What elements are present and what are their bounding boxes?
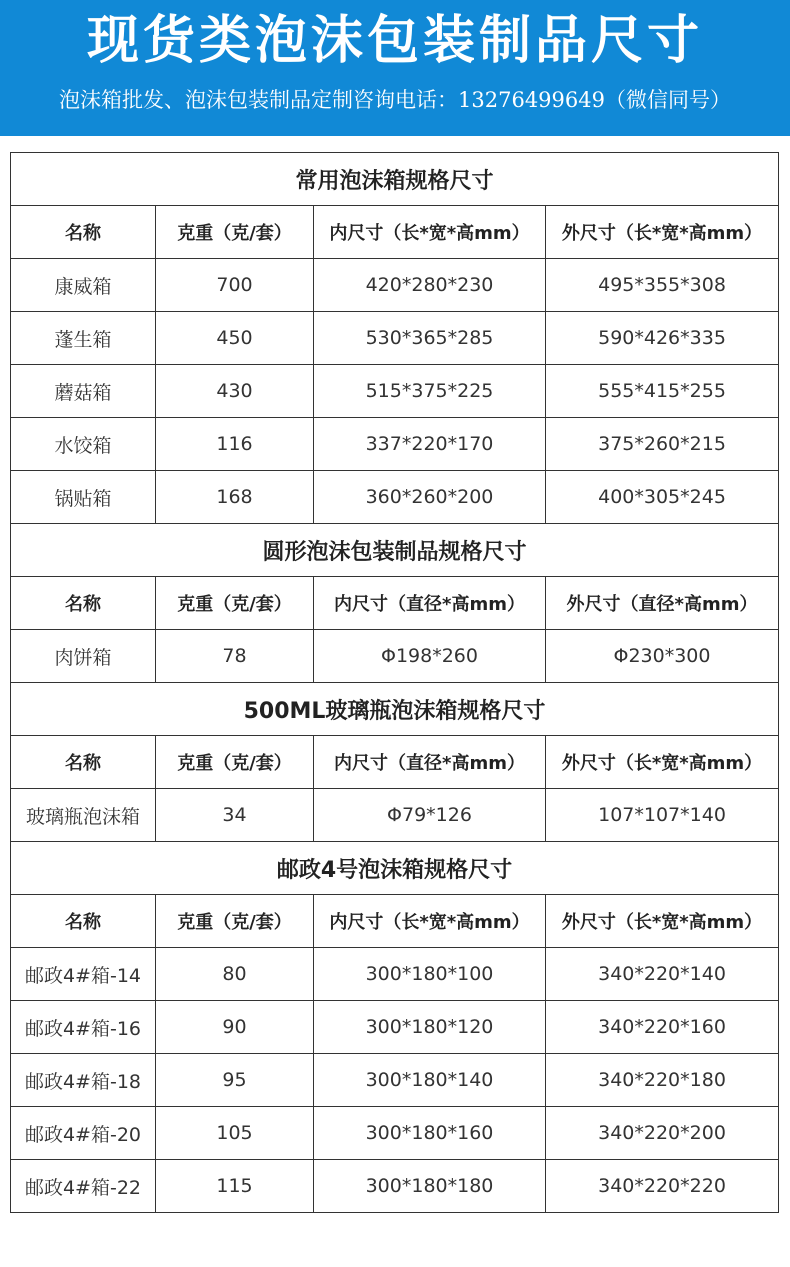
header-inner-size: 内尺寸（长*宽*高mm） [314,895,546,948]
header-weight: 克重（克/套） [156,206,314,259]
table-row [11,948,779,1001]
section-title-row [11,153,779,206]
inner-size-cell: 515*375*225 [314,365,546,418]
section-title: 常用泡沫箱规格尺寸 [11,153,779,206]
inner-size-cell: 300*180*140 [314,1054,546,1107]
inner-size-cell: 337*220*170 [314,418,546,471]
weight-cell: 700 [156,259,314,312]
column-header-row [11,895,779,948]
inner-size-cell: 530*365*285 [314,312,546,365]
outer-size-cell: 340*220*140 [546,948,779,1001]
name-cell: 邮政4#箱-20 [11,1107,156,1160]
header-outer-size: 外尺寸（长*宽*高mm） [546,895,779,948]
table-row [11,312,779,365]
outer-size-cell: 495*355*308 [546,259,779,312]
weight-cell: 116 [156,418,314,471]
spec-table [10,152,779,1213]
inner-size-cell: 300*180*100 [314,948,546,1001]
weight-cell: 168 [156,471,314,524]
name-cell: 玻璃瓶泡沫箱 [11,789,156,842]
weight-cell: 95 [156,1054,314,1107]
outer-size-cell: 375*260*215 [546,418,779,471]
header-name: 名称 [11,895,156,948]
weight-cell: 115 [156,1160,314,1213]
weight-cell: 80 [156,948,314,1001]
section-title: 邮政4号泡沫箱规格尺寸 [11,842,779,895]
table-row [11,1001,779,1054]
header-inner-size: 内尺寸（长*宽*高mm） [314,206,546,259]
header-weight: 克重（克/套） [156,577,314,630]
column-header-row [11,577,779,630]
outer-size-cell: Φ230*300 [546,630,779,683]
inner-size-cell: Φ79*126 [314,789,546,842]
name-cell: 蘑菇箱 [11,365,156,418]
outer-size-cell: 590*426*335 [546,312,779,365]
header-name: 名称 [11,577,156,630]
inner-size-cell: Φ198*260 [314,630,546,683]
column-header-row [11,736,779,789]
table-row [11,789,779,842]
section-title-row [11,524,779,577]
inner-size-cell: 360*260*200 [314,471,546,524]
header-name: 名称 [11,736,156,789]
inner-size-cell: 300*180*180 [314,1160,546,1213]
outer-size-cell: 340*220*180 [546,1054,779,1107]
header-inner-size: 内尺寸（直径*高mm） [314,577,546,630]
inner-size-cell: 300*180*160 [314,1107,546,1160]
table-row [11,259,779,312]
table-row [11,1107,779,1160]
contact-line: 泡沫箱批发、泡沫包装制品定制咨询电话：13276499649（微信同号） [59,88,731,112]
weight-cell: 78 [156,630,314,683]
outer-size-cell: 340*220*220 [546,1160,779,1213]
outer-size-cell: 340*220*160 [546,1001,779,1054]
section-title: 圆形泡沫包装制品规格尺寸 [11,524,779,577]
name-cell: 蓬生箱 [11,312,156,365]
header-weight: 克重（克/套） [156,736,314,789]
section-title-row [11,842,779,895]
page-title: 现货类泡沫包装制品尺寸 [86,11,703,71]
header-inner-size: 内尺寸（直径*高mm） [314,736,546,789]
outer-size-cell: 555*415*255 [546,365,779,418]
table-row [11,418,779,471]
column-header-row [11,206,779,259]
weight-cell: 430 [156,365,314,418]
weight-cell: 90 [156,1001,314,1054]
weight-cell: 450 [156,312,314,365]
weight-cell: 105 [156,1107,314,1160]
name-cell: 邮政4#箱-22 [11,1160,156,1213]
outer-size-cell: 340*220*200 [546,1107,779,1160]
outer-size-cell: 400*305*245 [546,471,779,524]
header-name: 名称 [11,206,156,259]
name-cell: 肉饼箱 [11,630,156,683]
section-title-row [11,683,779,736]
outer-size-cell: 107*107*140 [546,789,779,842]
inner-size-cell: 420*280*230 [314,259,546,312]
spec-table-body [11,153,779,1213]
name-cell: 邮政4#箱-14 [11,948,156,1001]
table-row [11,365,779,418]
table-row [11,1160,779,1213]
name-cell: 邮政4#箱-16 [11,1001,156,1054]
header-outer-size: 外尺寸（长*宽*高mm） [546,736,779,789]
header-banner [0,0,790,136]
weight-cell: 34 [156,789,314,842]
inner-size-cell: 300*180*120 [314,1001,546,1054]
table-row [11,630,779,683]
table-row [11,1054,779,1107]
name-cell: 水饺箱 [11,418,156,471]
name-cell: 锅贴箱 [11,471,156,524]
name-cell: 邮政4#箱-18 [11,1054,156,1107]
name-cell: 康威箱 [11,259,156,312]
table-row [11,471,779,524]
header-outer-size: 外尺寸（直径*高mm） [546,577,779,630]
section-title: 500ML玻璃瓶泡沫箱规格尺寸 [11,683,779,736]
header-outer-size: 外尺寸（长*宽*高mm） [546,206,779,259]
header-weight: 克重（克/套） [156,895,314,948]
